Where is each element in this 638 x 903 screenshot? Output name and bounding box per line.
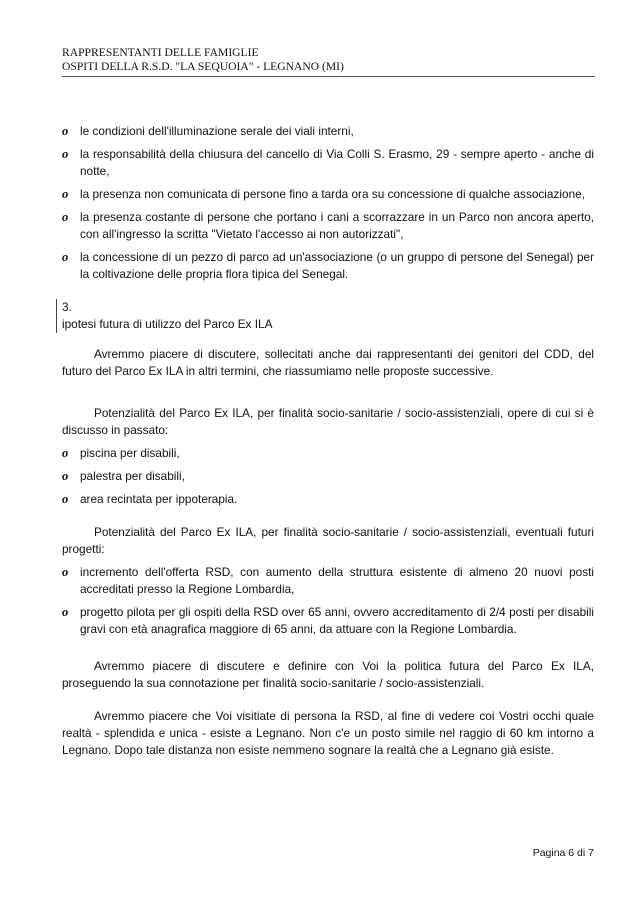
list-item [62, 123, 594, 140]
issues-list [62, 123, 594, 283]
list-item [62, 468, 594, 485]
section-heading [62, 299, 594, 333]
bullet-icon: o [62, 250, 69, 264]
list-item [62, 186, 594, 203]
list-item [62, 146, 594, 180]
list-item-text: palestra per disabili, [80, 469, 185, 483]
list-item [62, 604, 594, 638]
paragraph: Potenzialità del Parco Ex ILA, per finalità socio-sanitarie / socio-assistenziali, eventuali futuri progetti: [62, 525, 594, 556]
list-item [62, 564, 594, 598]
list-item-text: le condizioni dell'illuminazione serale dei viali interni, [80, 124, 354, 138]
page-number: Pagina 6 di 7 [532, 847, 594, 859]
paragraph: Potenzialità del Parco Ex ILA, per finalità socio-sanitarie / socio-assistenziali, opere di cui si è discusso in passato: [62, 406, 594, 437]
page-header [62, 46, 594, 74]
list-item-text: area recintata per ippoterapia. [80, 492, 238, 506]
page-body [62, 123, 594, 759]
list-item-text: piscina per disabili, [80, 446, 180, 460]
header-line-2: OSPITI DELLA R.S.D. "LA SEQUOIA" - LEGNANO (MI) [62, 60, 344, 73]
past-works-list [62, 445, 594, 508]
bullet-icon: o [62, 187, 69, 201]
bullet-icon: o [62, 469, 69, 483]
list-item-text: la presenza costante di persone che portano i cani a scorrazzare in un Parco non ancora aperto, con all'ingresso la scritta "Vietato l'accesso ai non autorizzati", [80, 210, 594, 241]
bullet-icon: o [62, 492, 69, 506]
paragraph: Avremmo piacere di discutere e definire con Voi la politica futura del Parco Ex ILA, proseguendo la sua connotazione per finalità socio-sanitarie / socio-assistenziali. [62, 659, 594, 690]
list-item-text: la presenza non comunicata di persone fino a tarda ora su concessione di qualche associazione, [80, 187, 585, 201]
list-item-text: progetto pilota per gli ospiti della RSD over 65 anni, ovvero accreditamento di 2/4 posti per disabili gravi con età anagrafica maggiore di 65 anni, da attuare con la Regione Lombardia. [80, 605, 594, 636]
bullet-icon: o [62, 565, 69, 579]
list-item-text: la responsabilità della chiusura del cancello di Via Colli S. Erasmo, 29 - sempre aperto - anche di notte, [80, 147, 594, 178]
paragraph: Avremmo piacere di discutere, sollecitati anche dai rappresentanti dei genitori del CDD, del futuro del Parco Ex ILA in altri termini, che riassumiamo nelle proposte successive. [62, 347, 594, 378]
bullet-icon: o [62, 147, 69, 161]
paragraph: Avremmo piacere che Voi visitiate di persona la RSD, al fine di vedere coi Vostri occhi quale realtà - splendida e unica - esiste a Legnano. Non c'e un posto simile nel raggio di 60 km intorno a Legnano. Dopo tale distanza non esiste nemmeno sognare la realtà che a Legnano già esiste. [62, 709, 594, 757]
header-line-1: RAPPRESENTANTI DELLE FAMIGLIE [62, 46, 259, 59]
list-item-text: la concessione di un pezzo di parco ad un'associazione (o un gruppo di persone del Senegal) per la coltivazione delle propria flora tipica del Senegal. [80, 250, 594, 281]
bullet-icon: o [62, 446, 69, 460]
bullet-icon: o [62, 605, 69, 619]
bullet-icon: o [62, 124, 69, 138]
list-item [62, 249, 594, 283]
list-item [62, 209, 594, 243]
header-divider [62, 76, 595, 77]
bullet-icon: o [62, 210, 69, 224]
list-item [62, 491, 594, 508]
list-item [62, 445, 594, 462]
future-projects-list [62, 564, 594, 638]
section-title: ipotesi futura di utilizzo del Parco Ex ILA [62, 317, 273, 331]
change-bar [56, 299, 57, 333]
section-number: 3. [62, 300, 72, 314]
list-item-text: incremento dell'offerta RSD, con aumento della struttura esistente di almeno 20 nuovi posti accreditati presso la Regione Lombardia, [80, 565, 594, 596]
